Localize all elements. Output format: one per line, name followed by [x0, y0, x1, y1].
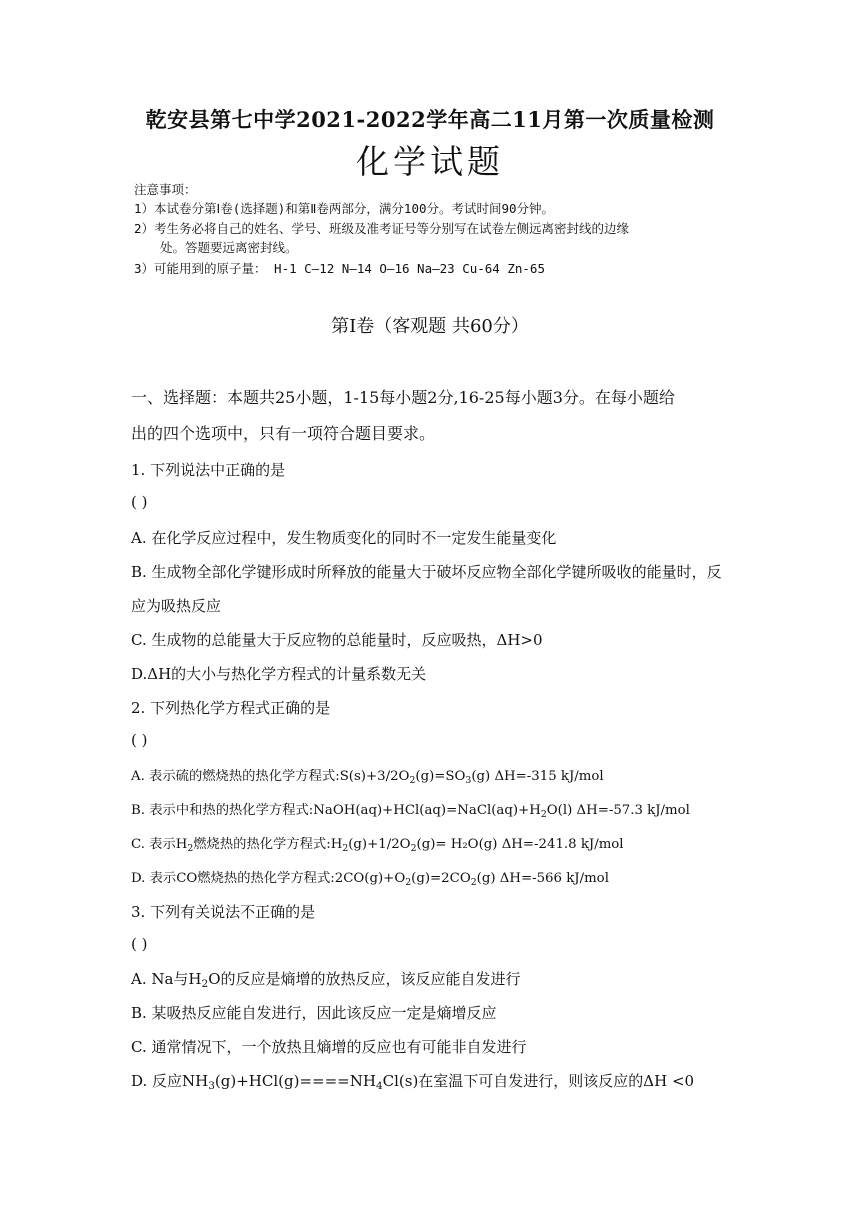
q2-option-d: D. 表示CO燃烧热的热化学方程式$:2CO(g)+O_2(g)=2CO_2(g)$ ΔH=-566 kJ/mol: [131, 871, 609, 888]
q2-option-a: A. 表示硫的燃烧热的热化学方程式$:S(s)+3/2O_2(g)=SO_3(g)$ ΔH=-315 kJ/mol: [131, 769, 604, 786]
q2-answer-paren: ( ): [131, 731, 148, 749]
q2-option-b: B. 表示中和热的热化学方程式$:NaOH(aq)+HCl(aq)=NaCl(aq)+H_2O(l)$ ΔH=-57.3 kJ/mol: [131, 803, 690, 820]
notes-heading: 注意事项：: [134, 182, 197, 197]
notes-item-2-line-2: 处。答题要远离密封线。: [160, 240, 298, 255]
q1-answer-paren: ( ): [131, 493, 148, 511]
notes-item-2-line-1: 2）考生务必将自己的姓名、学号、班级及准考证号等分别写在试卷左侧远离密封线的边缘: [134, 221, 630, 236]
q3-option-d: D. 反应$NH_3(g)+HCl(g)====NH_4Cl(s)$在室温下可自发进行，则该反应的ΔH <0: [131, 1072, 695, 1092]
q2-option-c: C. 表示$H_2$燃烧热的热化学方程式$:H_2(g)+1/2O_2(g)= H_2O(g)$ ΔH=-241.8 kJ/mol: [131, 837, 624, 854]
q3-stem: 3. 下列有关说法不正确的是: [131, 903, 316, 921]
notes-item-3: 3）可能用到的原子量： H-1 C—12 N—14 O—16 Na—23 Cu-64 Zn-65: [134, 261, 545, 276]
q1-option-a: A. 在化学反应过程中，发生物质变化的同时不一定发生能量变化: [131, 529, 557, 547]
q1-stem: 1. 下列说法中正确的是: [131, 461, 286, 479]
instruction-line-1: 一、选择题：本题共25小题，1-15每小题2分,16-25每小题3分。在每小题给: [131, 388, 675, 407]
q2-stem: 2. 下列热化学方程式正确的是: [131, 699, 331, 717]
q3-option-c: C. 通常情况下，一个放热且熵增的反应也有可能非自发进行: [131, 1038, 527, 1056]
q3-answer-paren: ( ): [131, 935, 148, 953]
q1-option-b-line-2: 应为吸热反应: [131, 597, 222, 615]
subject-title: 化学试题: [356, 142, 504, 181]
school-title: 乾安县第七中学2021-2022学年高二11月第一次质量检测: [145, 107, 715, 132]
instruction-line-2: 出的四个选项中，只有一项符合题目要求。: [131, 424, 436, 443]
section-title: 第Ⅰ卷（客观题 共60分）: [331, 316, 529, 337]
q3-option-a: A. Na与$H_2O$的反应是熵增的放热反应，该反应能自发进行: [131, 970, 521, 990]
q1-option-b-line-1: B. 生成物全部化学键形成时所释放的能量大于破坏反应物全部化学键所吸收的能量时，反: [131, 563, 722, 581]
q1-option-c: C. 生成物的总能量大于反应物的总能量时，反应吸热，ΔH>0: [131, 631, 543, 649]
q3-option-b: B. 某吸热反应能自发进行，因此该反应一定是熵增反应: [131, 1004, 497, 1022]
q1-option-d: D.ΔH的大小与热化学方程式的计量系数无关: [131, 665, 427, 683]
notes-item-1: 1）本试卷分第Ⅰ卷(选择题)和第Ⅱ卷两部分，满分100分。考试时间90分钟。: [134, 201, 555, 216]
